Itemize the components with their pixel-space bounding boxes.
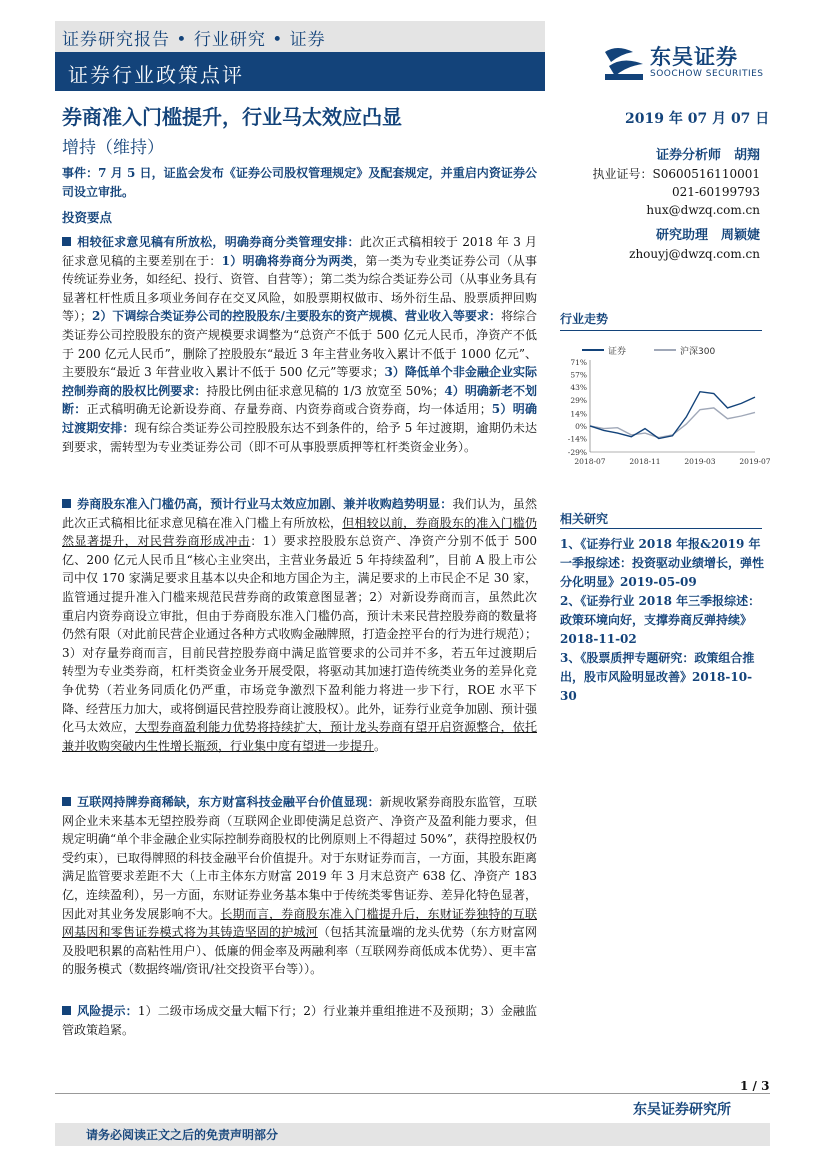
related-list (560, 535, 765, 706)
x-tick-label: 2018-07 (574, 457, 606, 466)
x-tick-label: 2018-11 (629, 457, 661, 466)
disclaimer-note: 请务必阅读正文之后的免责声明部分 (86, 1128, 279, 1142)
analyst-1-title: 证券分析师 胡翔 (655, 148, 760, 163)
report-title: 券商准入门槛提升，行业马太效应凸显 (62, 105, 402, 129)
analyst-block (560, 147, 760, 263)
analyst-1-cert: 执业证号：S0600516110001 (592, 167, 760, 181)
report-date: 2019 年 07 月 07 日 (625, 111, 770, 127)
related-item[interactable]: 2、《证券行业 2018 年三季报综述：政策环境向好，支撑券商反弹持续》2018-11-02 (560, 594, 761, 646)
related-item[interactable]: 3、《股票质押专题研究：政策组合推出，股市风险明显改善》2018-10-30 (560, 651, 755, 703)
section-1: 相较征求意见稿有所放松，明确券商分类管理安排：此次正式稿相较于 2018 年 3 月征求意见稿的主要差别在于：1）明确将券商分为两类，第一类为专业类证券公司（从事传统证券业务，如经纪、投行、资管、自营等）；第二类为综合类证券公司（从事业务具有显著杠杆性质且多项业务间存在交叉风险，如股票期权做市、场外衍生品、股票质押回购等）；2）下调综合类证券公司的控股股东/主要股东的资产规模、营业收入等要求：将综合类证券公司控股股东的资产规模要求调整为“总资产不低于 500 亿元人民币，净资产不低于 200 亿元人民币”，删除了控股股东“最近 3 年主营业务收入累计不低于 1000 亿元”、主要股东“最近 3 年营业收入累计不低于 500 亿元”等要求；3）降低单个非金融企业实际控制券商的股权比例要求：持股比例由征求意见稿的 1/3 放宽至 50%；4）明确新老不划断：正式稿明确无论新设券商、存量券商、内资券商或合资券商，均一体适用；5）明确过渡期安排：现有综合类证券公司控股股东达不到条件的，给予 5 年过渡期，逾期仍未达到要求，需转型为专业类证券公司（即不可从事股票质押等杠杆类资金业务）。 (62, 235, 537, 454)
y-tick-label: 0% (575, 421, 587, 431)
rating: 增持（维持） (62, 138, 164, 158)
section-3: 互联网持牌券商稀缺，东方财富科技金融平台价值显现：新规收紧券商股东监管，互联网企业未来基本无望控股券商（互联网企业即使满足总资产、净资产及盈利能力要求，但规定明确“单个非金融企业实际控制券商股权的比例原则上不得超过 50%”，获得控股权仍受约束），已取得牌照的科技金融平台价值提升。对于东财证券而言，一方面，其股东距离满足监管要求差距不大（上市主体东方财富 2019 年 3 月末总资产 638 亿、净资产 183 亿，连续盈利），另一方面，东财证券业务基本集中于传统类零售证券、差异化特色显著，因此对其业务发展影响不大。长期而言，券商股东准入门槛提升后，东财证券独特的互联网基因和零售证券模式将为其铸造坚固的护城河（包括其流量端的龙头优势（东方财富网及股吧积累的高粘性用户）、低廉的佣金率及两融利率（互联网券商低成本优势）、更丰富的服务模式（数据终端/资讯/社交投资平台等））。 (62, 795, 537, 977)
trend-divider (560, 330, 762, 331)
page-number: 1 / 3 (740, 1079, 770, 1093)
logo-text-cn: 东吴证券 (650, 45, 738, 69)
related-heading: 相关研究 (560, 512, 609, 526)
analyst-2-email[interactable]: zhouyj@dwzq.com.cn (629, 247, 760, 261)
trend-chart (560, 340, 771, 472)
header-series: 证券行业政策点评 (68, 63, 244, 87)
y-tick-label: 71% (570, 358, 587, 367)
analyst-1-phone: 021-60199793 (671, 185, 760, 199)
section-2: 券商股东准入门槛仍高，预计行业马太效应加剧、兼并收购趋势明显：我们认为，虽然此次正式稿相比征求意见稿在准入门槛上有所放松，但相较以前，券商股东的准入门槛仍然显著提升，对民营券商形成冲击：1）要求控股股东总资产、净资产分别不低于 500 亿、200 亿元人民币且“核心主业突出，主营业务最近 5 年持续盈利”，目前 A 股上市公司中仅 170 家满足要求且基本以央企和地方国企为主，满足要求的上市民企不足 30 家，监管通过提升准入门槛来规范民营券商的政策意图显著；2）对新设券商而言，虽然此次重启内资券商设立审批，但由于券商股东准入门槛仍高，预计未来民营控股券商的数量将仍然有限（对此前民营企业通过各种方式收购金融牌照，打造金控平台的行为进行规范）；3）对存量券商而言，目前民营控股券商中满足监管要求的公司并不多，若五年过渡期后转型为专业类券商，杠杆类资金业务开展受限，将驱动其加速打造传统类业务的差异化竞争优势（若业务同质化仍严重，市场竞争激烈下盈利能力将进一步下行，ROE 水平下降、经营压力加大，或将倒逼民营控股券商让渡股权）。此外，证券行业竞争加剧、预计强化马太效应，大型券商盈利能力优势将持续扩大，预计龙头券商有望开启资源整合，依托兼并收购突破内生性增长瓶颈，行业集中度有望进一步提升。 (62, 497, 537, 753)
y-tick-label: -29% (567, 448, 587, 457)
footer-divider (55, 1093, 770, 1094)
analyst-2-title: 研究助理 周颖婕 (655, 228, 760, 243)
legend-label: 证券 (608, 347, 627, 357)
section-risk: 风险提示：1）二级市场成交量大幅下行；2）行业兼并重组推进不及预期；3）金融监管政策趋紧。 (62, 1004, 537, 1037)
trend-heading: 行业走势 (560, 312, 609, 326)
bullet-icon (62, 499, 71, 508)
logo-text-en: SOOCHOW SECURITIES (650, 69, 764, 79)
y-tick-label: 57% (570, 370, 587, 380)
event-summary: 事件：7 月 5 日，证监会发布《证券公司股权管理规定》及配套规定，并重启内资证券公司设立审批。 (62, 166, 537, 199)
institute-name: 东吴证券研究所 (633, 1102, 731, 1118)
y-tick-label: -14% (567, 434, 587, 444)
x-tick-label: 2019-03 (684, 457, 716, 466)
header-crumb: 证券研究报告 • 行业研究 • 证券 (62, 30, 326, 50)
y-tick-label: 29% (570, 395, 587, 405)
related-item[interactable]: 1、《证券行业 2018 年报&2019 年一季报综述：投资驱动业绩增长，弹性分化明显》2019-05-09 (560, 537, 765, 589)
bullet-icon (62, 237, 71, 246)
related-divider (560, 528, 762, 529)
bullet-icon (62, 797, 71, 806)
series-line (590, 392, 755, 439)
key-points-heading: 投资要点 (62, 210, 113, 225)
y-tick-label: 43% (570, 383, 587, 393)
analyst-1-email[interactable]: hux@dwzq.com.cn (646, 203, 760, 217)
legend-label: 沪深300 (680, 347, 716, 357)
bullet-icon (62, 1006, 71, 1015)
y-tick-label: 14% (570, 409, 587, 419)
x-tick-label: 2019-07 (739, 457, 771, 466)
